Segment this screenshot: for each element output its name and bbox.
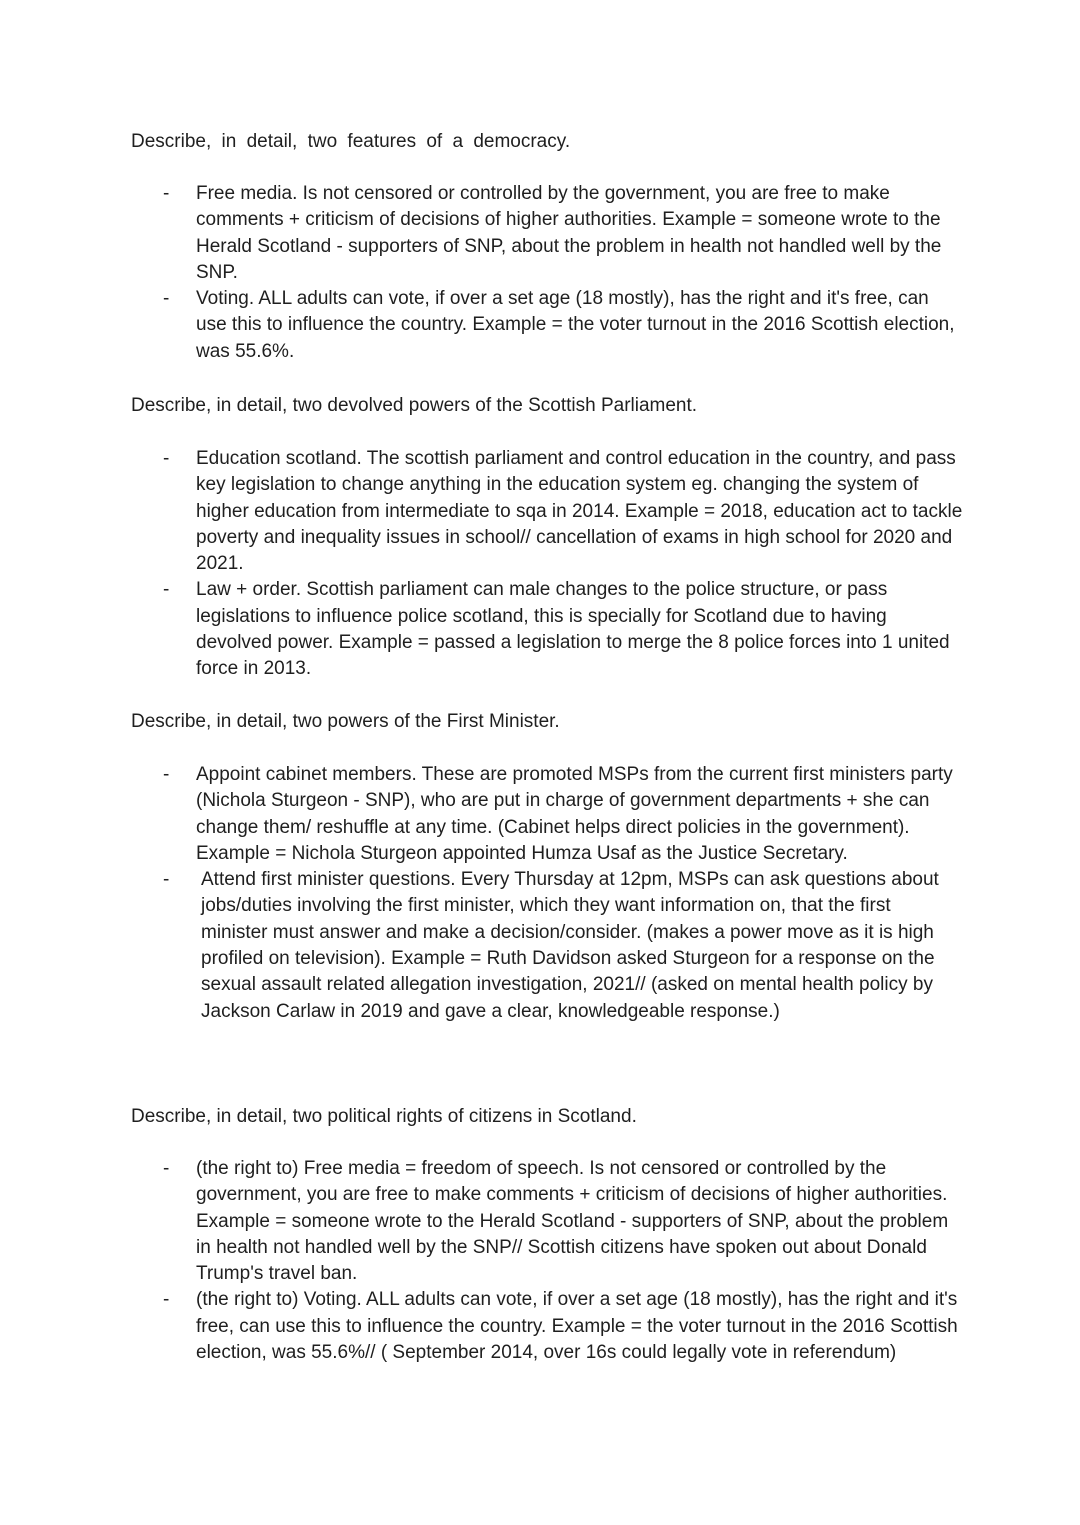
answer-text: (the right to) Free media = freedom of speech. Is not censored or controlled by the government, you are free to make comments + criticism of decisions of higher authorities. Example = someone wrote to the Herald Scotland - supporters of SNP, about the problem in health not handled well by the SNP// Scottish citizens have spoken out about Donald Trump's travel ban. [196, 1158, 949, 1285]
answer-item [131, 446, 966, 577]
dash-bullet: - [163, 764, 170, 785]
question-heading: Describe, in detail, two powers of the First Minister. [131, 711, 560, 732]
answer-item [131, 867, 961, 1025]
dash-bullet: - [163, 448, 170, 469]
answer-item [131, 1287, 961, 1366]
dash-bullet: - [163, 1158, 170, 1179]
answer-text: Law + order. Scottish parliament can male changes to the police structure, or pass legislations to influence police scotland, this is specially for Scotland due to having devolved power. Example = passed a legislation to merge the 8 police forces into 1 united force in 2013. [196, 579, 950, 680]
answer-list [131, 446, 966, 683]
dash-bullet: - [163, 183, 170, 204]
answer-item [131, 762, 961, 867]
answer-list [131, 181, 956, 365]
answer-text: Free media. Is not censored or controlled by the government, you are free to make comments + criticism of decisions of higher authorities. Example = someone wrote to the Herald Scotland - supporters of SNP, about the problem in health not handled well by the SNP. [196, 183, 942, 283]
question-heading: Describe, in detail, two political rights of citizens in Scotland. [131, 1106, 637, 1127]
answer-item [131, 181, 956, 286]
answer-item [131, 577, 966, 682]
dash-bullet: - [163, 288, 170, 310]
answer-text: (the right to) Voting. ALL adults can vote, if over a set age (18 mostly), has the right and it's free, can use this to influence the country. Example = the voter turnout in the 2016 Scottish election, was 55.6%// ( September 2014, over 16s could legally vote in referendum) [196, 1289, 958, 1364]
answer-item [131, 1156, 961, 1287]
question-heading: Describe, in detail, two devolved powers of the Scottish Parliament. [131, 395, 698, 416]
answer-text: Education scotland. The scottish parliament and control education in the country, and pass key legislation to change anything in the education system eg. changing the system of higher education from intermediate to sqa in 2014. Example = 2018, education act to tackle poverty and inequality issues in school// cancellation of exams in high school for 2020 and 2021. [196, 448, 963, 575]
answer-list [131, 1156, 961, 1366]
question-heading: Describe, in detail, two features of a democracy. [131, 131, 571, 152]
answer-text: Attend first minister questions. Every Thursday at 12pm, MSPs can ask questions about jobs/duties involving the first minister, which they want information on, that the first minister must answer and make a decision/consider. (makes a power move as it is high profiled on television). Example = Ruth Davidson asked Sturgeon for a response on the sexual assault related allegation investigation, 2021// (asked on mental health policy by Jackson Carlaw in 2019 and gave a clear, knowledgeable response.) [201, 869, 939, 1022]
answer-text: Appoint cabinet members. These are promoted MSPs from the current first ministers party (Nichola Sturgeon - SNP), who are put in charge of government departments + she can change them/ reshuffle at any time. (Cabinet helps direct policies in the government). Example = Nichola Sturgeon appointed Humza Usaf as the Justice Secretary. [196, 764, 953, 864]
dash-bullet: - [163, 869, 170, 891]
dash-bullet: - [163, 1289, 170, 1311]
answer-text: Voting. ALL adults can vote, if over a set age (18 mostly), has the right and it's free, can use this to influence the country. Example = the voter turnout in the 2016 Scottish election, was 55.6%. [196, 288, 955, 362]
dash-bullet: - [163, 579, 170, 601]
answer-item [131, 286, 956, 365]
answer-list [131, 762, 961, 1025]
